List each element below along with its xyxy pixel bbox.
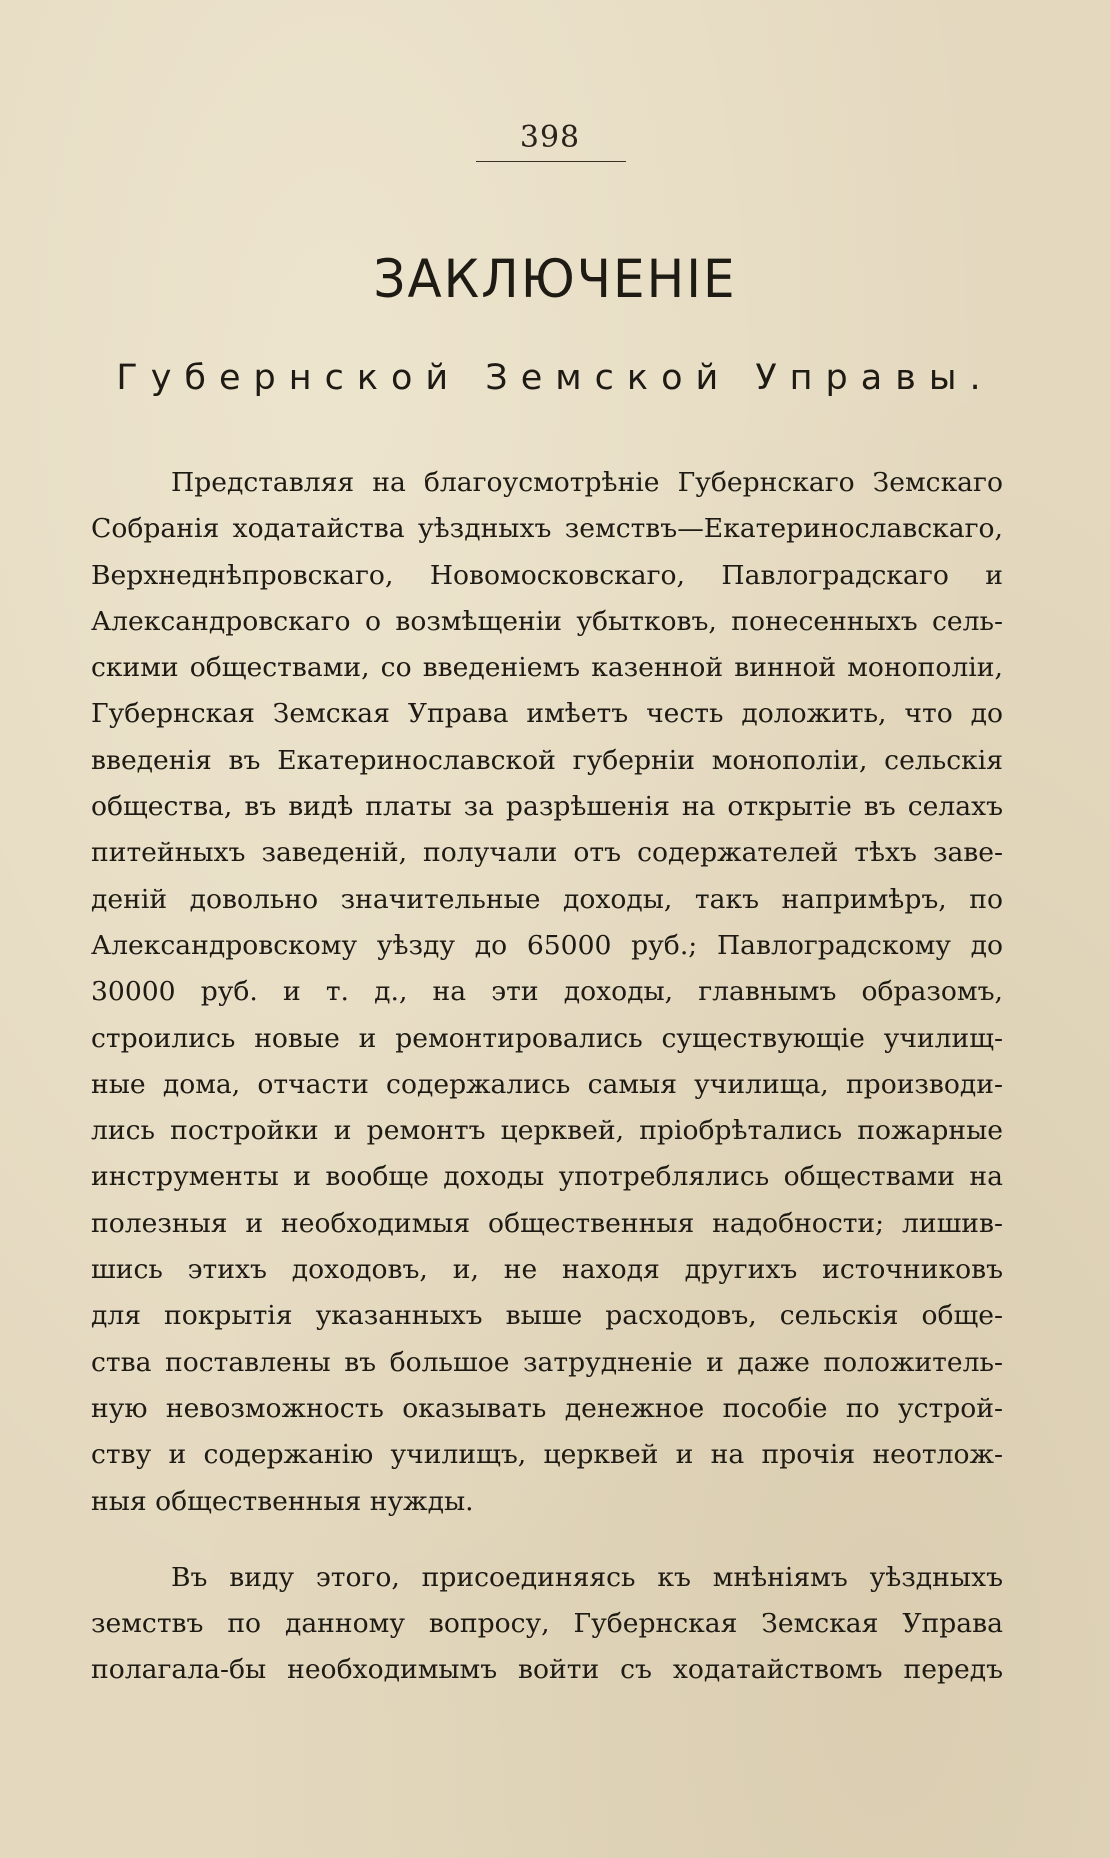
text-line: ству и содержанію училищъ, церквей и на прочія неотлож-: [91, 1439, 1003, 1471]
text-line: ства поставлены въ большое затрудненіе и даже положитель-: [91, 1346, 1003, 1378]
text-line: лись постройки и ремонтъ церквей, пріобрѣтались пожарные: [91, 1115, 1003, 1147]
text-line: ную невозможность оказывать денежное пособіе по устрой-: [91, 1392, 1003, 1424]
page-number: 398: [519, 120, 581, 155]
text-line: общества, въ видѣ платы за разрѣшенія на открытіе въ селахъ: [91, 791, 1003, 823]
section-title: ЗАКЛЮЧЕНІЕ: [373, 248, 737, 310]
text-line: введенія въ Екатеринославской губерніи монополіи, сельскія: [91, 744, 1003, 776]
text-line: полагала-бы необходимымъ войти съ ходатайствомъ передъ: [91, 1654, 1003, 1686]
body-text: [91, 460, 1003, 1694]
text-line: Александровскому уѣзду до 65000 руб.; Павлоградскому до: [91, 929, 1003, 961]
section-subtitle: Губернской Земской Управы.: [116, 358, 994, 398]
text-line: 30000 руб. и т. д., на эти доходы, главнымъ образомъ,: [91, 976, 1003, 1008]
text-line: скими обществами, со введеніемъ казенной винной монополіи,: [91, 652, 1003, 684]
text-line: инструменты и вообще доходы употреблялись обществами на: [91, 1161, 1003, 1193]
text-line: для покрытія указанныхъ выше расходовъ, сельскія обще-: [91, 1300, 1003, 1332]
text-line: строились новые и ремонтировались существующіе училищ-: [91, 1022, 1003, 1054]
text-line: Въ виду этого, присоединяясь къ мнѣніямъ уѣздныхъ: [171, 1561, 1003, 1593]
text-line: Александровскаго о возмѣщеніи убытковъ, понесенныхъ сель-: [91, 605, 1003, 637]
text-line: земствъ по данному вопросу, Губернская Земская Управа: [91, 1608, 1003, 1640]
paragraph-1: [91, 460, 1003, 1525]
text-line: Представляя на благоусмотрѣніе Губернскаго Земскаго: [171, 467, 1003, 498]
text-line: Губернская Земская Управа имѣетъ честь доложить, что до: [91, 698, 1003, 730]
paragraph-gap: [91, 1525, 1003, 1555]
text-line: Верхнеднѣпровскаго, Новомосковскаго, Павлоградскаго и: [91, 559, 1003, 591]
text-line: питейныхъ заведеній, получали отъ содержателей тѣхъ заве-: [91, 837, 1003, 869]
text-line: ные дома, отчасти содержались самыя училища, производи-: [91, 1068, 1003, 1100]
paragraph-2: [91, 1555, 1003, 1694]
text-line: шись этихъ доходовъ, и, не находя другихъ источниковъ: [91, 1254, 1003, 1286]
page-number-rule: [476, 161, 626, 162]
text-line: деній довольно значительные доходы, такъ напримѣръ, по: [91, 883, 1003, 915]
text-line: Собранія ходатайства уѣздныхъ земствъ—Екатеринославскаго,: [91, 513, 1003, 545]
text-line: полезныя и необходимыя общественныя надобности; лишив-: [91, 1207, 1003, 1239]
text-line: ныя общественныя нужды.: [91, 1485, 474, 1517]
